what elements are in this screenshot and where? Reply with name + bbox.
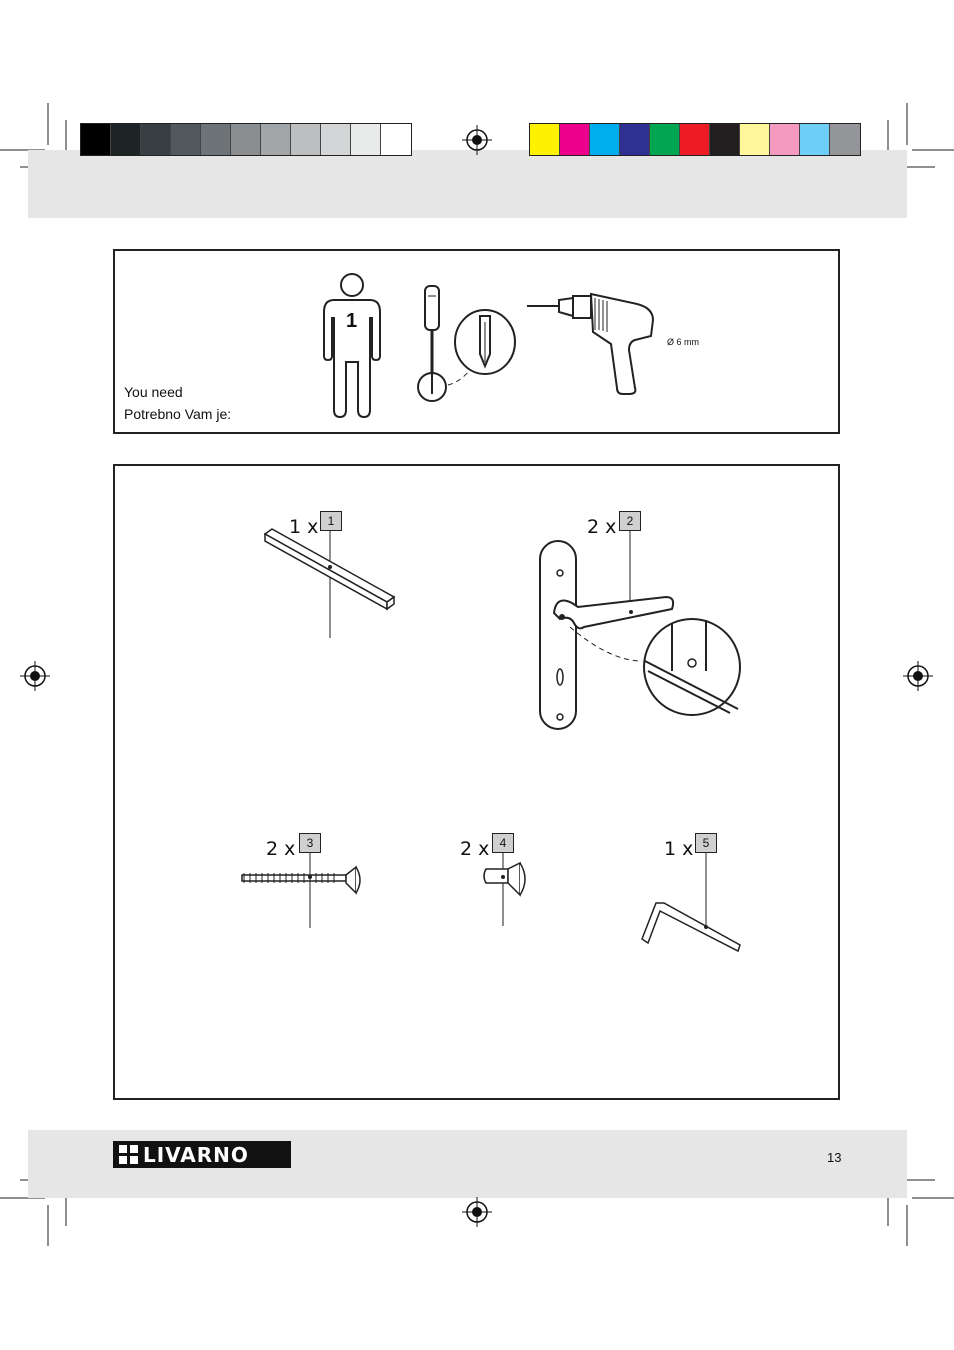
part-1-quantity: 1 x xyxy=(289,516,319,538)
logo-mark-icon xyxy=(119,1145,139,1165)
tools-caption-hr: Potrebno Vam je: xyxy=(124,406,232,422)
part-2-quantity: 2 x xyxy=(587,516,617,538)
grayscale-swatch-8 xyxy=(291,124,321,155)
square-spindle-icon xyxy=(262,531,412,611)
part-2-number: 2 xyxy=(619,511,641,531)
tools-caption-en: You need xyxy=(124,384,183,400)
drill-icon xyxy=(525,292,665,402)
process-swatch-11 xyxy=(830,124,860,155)
grayscale-swatch-5 xyxy=(201,124,231,155)
process-swatch-8 xyxy=(740,124,770,155)
process-swatch-1 xyxy=(530,124,560,155)
long-screw-icon xyxy=(238,853,378,903)
phillips-bit-icon xyxy=(470,315,471,316)
brand-logo xyxy=(113,1141,291,1168)
part-4-quantity: 2 x xyxy=(460,838,490,860)
registration-mark-icon xyxy=(462,125,492,155)
drill-bit-size: Ø 6 mm xyxy=(667,337,700,347)
screwdriver-icon xyxy=(410,282,530,412)
part-3-quantity: 2 x xyxy=(266,838,296,860)
grayscale-swatch-6 xyxy=(231,124,261,155)
process-swatch-2 xyxy=(560,124,590,155)
brand-name: LIVARNO xyxy=(143,1142,249,1167)
grayscale-swatch-10 xyxy=(351,124,381,155)
allen-key-icon xyxy=(636,853,746,953)
grayscale-swatch-7 xyxy=(261,124,291,155)
registration-mark-icon xyxy=(462,1197,492,1227)
process-swatch-6 xyxy=(680,124,710,155)
part-4-number: 4 xyxy=(492,833,514,853)
process-swatch-3 xyxy=(590,124,620,155)
part-3-number: 3 xyxy=(299,833,321,853)
grayscale-swatch-2 xyxy=(111,124,141,155)
person-icon xyxy=(322,270,382,420)
grayscale-swatch-1 xyxy=(81,124,111,155)
process-swatch-5 xyxy=(650,124,680,155)
page-number: 13 xyxy=(827,1150,842,1165)
part-5-number: 5 xyxy=(695,833,717,853)
process-swatch-7 xyxy=(710,124,740,155)
process-swatch-9 xyxy=(770,124,800,155)
part-1-number: 1 xyxy=(320,511,342,531)
process-swatch-4 xyxy=(620,124,650,155)
registration-mark-icon xyxy=(903,661,933,691)
top-color-bar-background xyxy=(28,150,907,218)
registration-mark-icon xyxy=(20,661,50,691)
short-screw-icon xyxy=(484,853,544,903)
grayscale-swatch-4 xyxy=(171,124,201,155)
person-count: 1 xyxy=(346,310,358,332)
process-swatch-10 xyxy=(800,124,830,155)
door-handle-icon xyxy=(530,531,750,731)
process-color-swatches xyxy=(529,123,861,156)
grayscale-swatches xyxy=(80,123,412,156)
part-5-quantity: 1 x xyxy=(664,838,694,860)
tools-caption xyxy=(124,381,231,425)
grayscale-swatch-11 xyxy=(381,124,411,155)
grayscale-swatch-3 xyxy=(141,124,171,155)
grayscale-swatch-9 xyxy=(321,124,351,155)
